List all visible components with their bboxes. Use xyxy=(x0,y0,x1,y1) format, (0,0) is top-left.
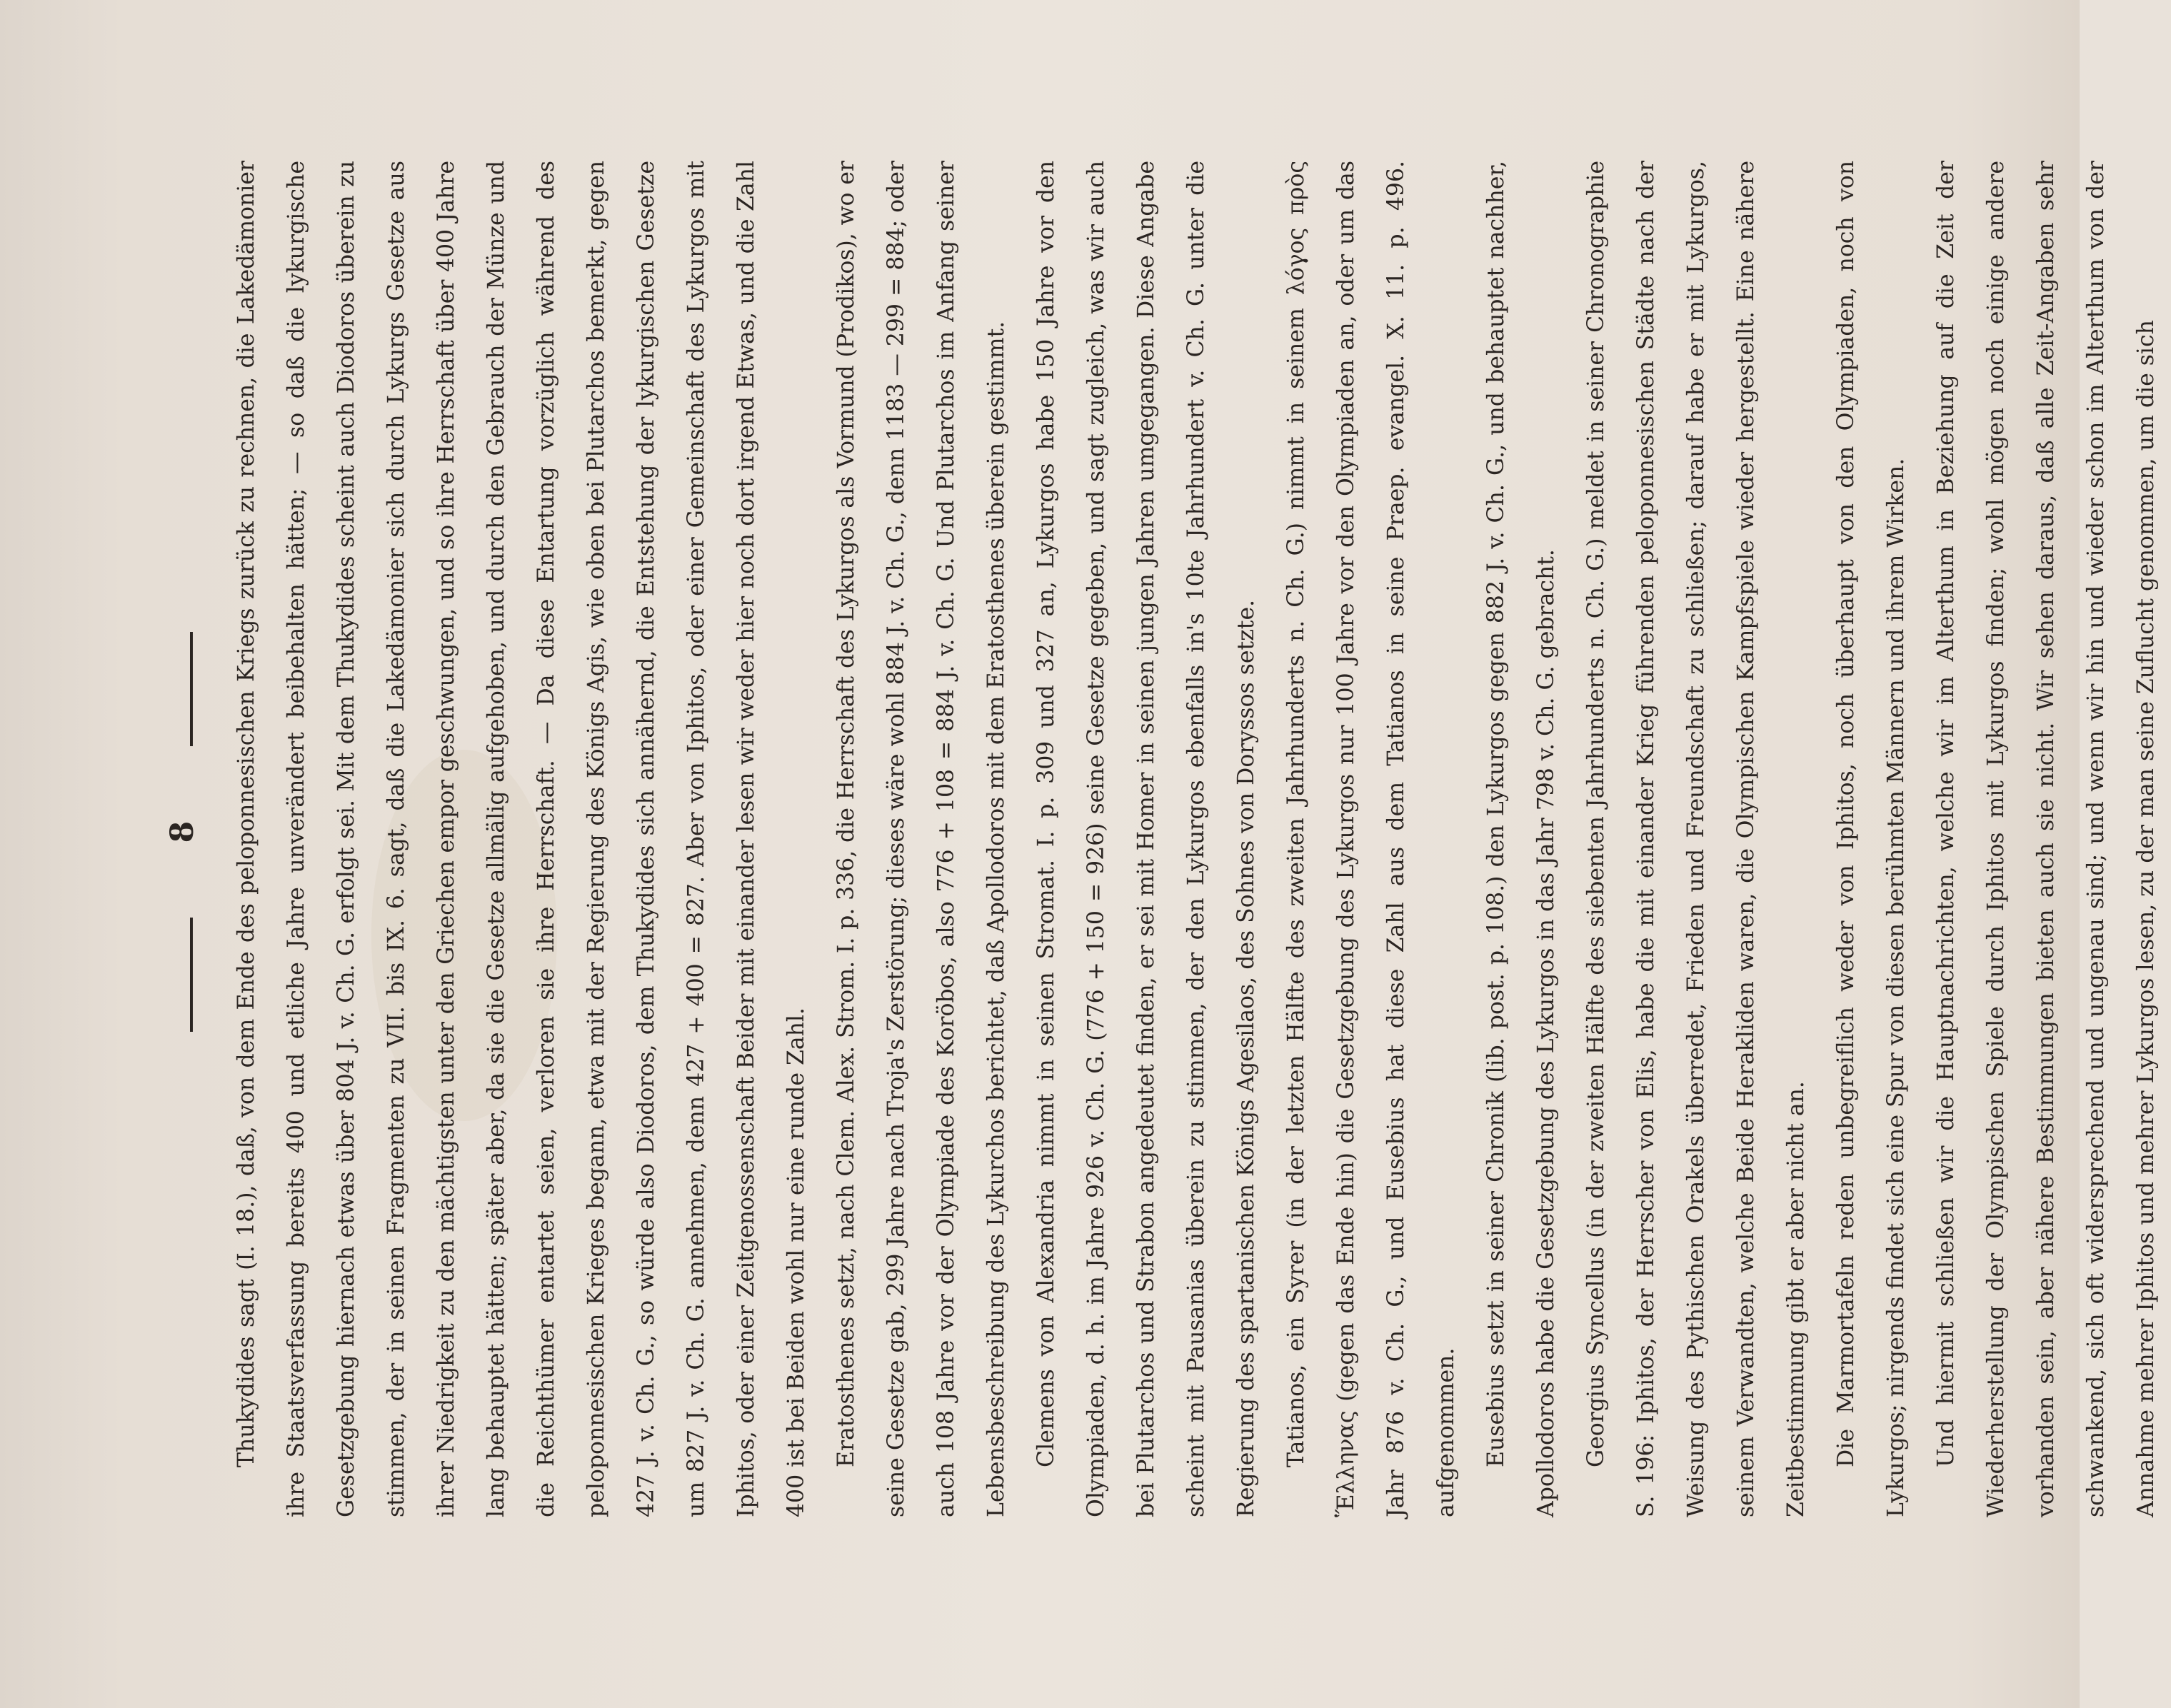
header-rule-right xyxy=(190,632,193,746)
paragraph-tatianos: Tatianos, ein Syrer (in der letzten Hälfte des zweiten Jahrhunderts n. Ch. G.) nimmt in seinem λόγος πρὸς Ἕλληνας (gegen das Ende hin) die Gesetzgebung des Lykurgos nur 100 Jahre vor den Olympiaden an, oder um das Jahr 876 v. Ch. G., und Eusebius hat diese Zahl aus dem Tatianos in seine Praep. evangel. X. 11. p. 496. aufgenommen. xyxy=(1283,161,1459,1517)
paragraph-thukydides: Thukydides sagt (I. 18.), daß, von dem Ende des peloponnesischen Kriegs zurück zu rechnen, die Lakedämonier ihre Staatsverfassung bereits 400 und etliche Jahre unverändert beibehalten hätten; — so daß die lykurgische Gesetzgebung hiernach etwas über 804 J. v. Ch. G. erfolgt sei. Mit dem Thukydides scheint auch Diodoros überein zu stimmen, der in seinen Fragmenten zu VII. bis IX. 6. sagt, daß die Lakedämonier sich durch Lykurgs Gesetze aus ihrer Niedrigkeit zu den mächtigsten unter den Griechen empor geschwungen, und so ihre Herrschaft über 400 Jahre lang behauptet hätten; später aber, da sie die Gesetze allmälig aufgehoben, und durch den Gebrauch der Münze und die Reichthümer entartet seien, verloren sie ihre Herrschaft. — Da diese Entartung vorzüglich während des peloponnesischen Krieges begann, etwa mit der Regierung des Königs Agis, wie oben bei Plutarchos bemerkt, gegen 427 J. v. Ch. G., so würde also Diodoros, dem Thukydides sich annähernd, die Entstehung der lykurgischen Gesetze um 827 J. v. Ch. G. annehmen, denn 427 + 400 = 827. Aber von Iphitos, oder einer Gemeinschaft des Lykurgos mit Iphitos, oder einer Zeitgenossenschaft Beider mit einander lesen wir weder hier noch dort irgend Etwas, und die Zahl 400 ist bei Beiden wohl nur eine runde Zahl. xyxy=(234,161,809,1517)
paragraph-syncellus: Georgius Syncellus (in der zweiten Hälfte des siebenten Jahrhunderts n. Ch. G.) meldet in seiner Chronographie S. 196: Iphitos, der Herrscher von Elis, habe die mit einander Krieg führenden peloponnesischen Städte nach der Weisung des Pythischen Orakels überredet, Frieden und Freundschaft zu schließen; darauf habe er mit Lykurgos, seinem Verwandten, welche Beide Herakliden waren, die Olympischen Kampfspiele wieder hergestellt. Eine nähere Zeitbestimmung gibt er aber nicht an. xyxy=(1583,161,1809,1517)
page xyxy=(150,146,2159,1546)
page-number: 8 xyxy=(164,820,201,843)
paragraph-eusebius: Eusebius setzt in seiner Chronik (lib. post. p. 108.) den Lykurgos gegen 882 J. v. Ch. G., und behauptet nachher, Apollodoros habe die Gesetzgebung des Lykurgos in das Jahr 798 v. Ch. G. gebracht. xyxy=(1483,161,1559,1517)
body-text xyxy=(221,161,2171,1517)
paragraph-conclusion: Und hiermit schließen wir die Hauptnachrichten, welche wir im Alterthum in Beziehung auf die Zeit der Wiederherstellung der Olympischen Spiele durch Iphitos mit Lykurgos finden; wohl mögen noch einige andere vorhanden sein, aber nähere Bestimmungen bieten auch sie nicht. Wir sehen daraus, daß alle Zeit-Angaben sehr schwankend, sich oft widersprechend und ungenau sind; und wenn wir hin und wieder schon im Alterthum von der Annahme mehrer Iphitos und mehrer Lykurgos lesen, zu der man seine Zuflucht genommen, um die sich xyxy=(1933,161,2159,1517)
rotated-page-content xyxy=(150,146,2159,1546)
paragraph-eratosthenes: Eratosthenes setzt, nach Clem. Alex. Strom. I. p. 336, die Herrschaft des Lykurgos als Vormund (Prodikos), wo er seine Gesetze gab, 299 Jahre nach Troja's Zerstörung; dieses wäre wohl 884 J. v. Ch. G., denn 1183 — 299 = 884; oder auch 108 Jahre vor der Olympiade des Koröbos, also 776 + 108 = 884 J. v. Ch. G. Und Plutarchos im Anfang seiner Lebensbeschreibung des Lykurchos berichtet, daß Apollodoros mit dem Eratosthenes überein gestimmt. xyxy=(833,161,1009,1517)
header-rule-left xyxy=(190,918,193,1032)
paragraph-marmortafeln: Die Marmortafeln reden unbegreiflich weder von Iphitos, noch überhaupt von den Olympiaden, noch von Lykurgos; nirgends findet sich eine Spur von diesen berühmten Männern und ihrem Wirken. xyxy=(1833,161,1909,1517)
paragraph-clemens: Clemens von Alexandria nimmt in seinen Stromat. I. p. 309 und 327 an, Lykurgos habe 150 Jahre vor den Olympiaden, d. h. im Jahre 926 v. Ch. G. (776 + 150 = 926) seine Gesetze gegeben, und sagt zugleich, was wir auch bei Plutarchos und Strabon angedeutet finden, er sei mit Homer in seinen jungen Jahren umgegangen. Diese Angabe scheint mit Pausanias überein zu stimmen, der den Lykurgos ebenfalls in's 10te Jahrhundert v. Ch. G. unter die Regierung des spartanischen Königs Agesilaos, des Sohnes von Doryssos setzte. xyxy=(1033,161,1259,1517)
page-header xyxy=(164,175,201,1489)
text-block xyxy=(150,146,2159,1546)
